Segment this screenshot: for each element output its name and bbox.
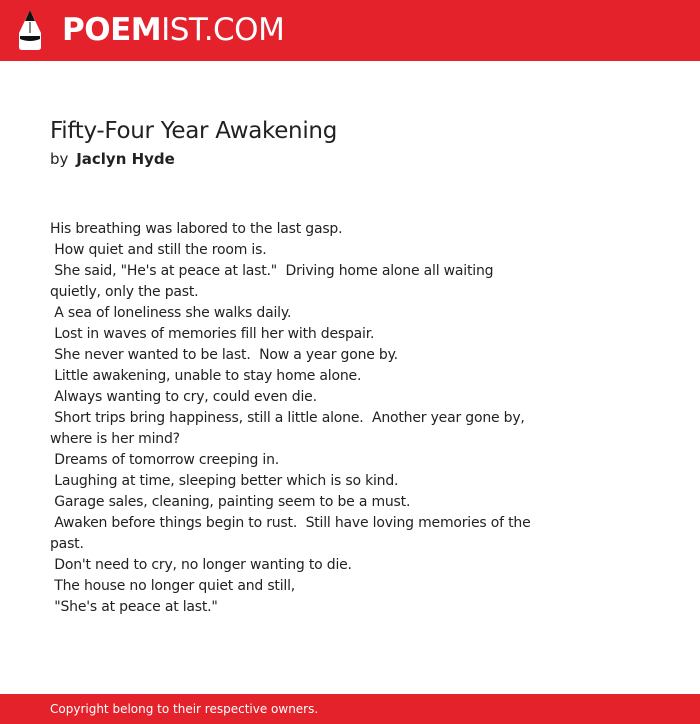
by-label: by — [50, 150, 69, 168]
poem-line: Awaken before things begin to rust. Still have loving memories of the — [50, 515, 531, 531]
poem-line: Always wanting to cry, could even die. — [50, 389, 317, 405]
poem-body — [50, 219, 540, 618]
poem-line: How quiet and still the room is. — [50, 242, 267, 258]
poem-line: Short trips bring happiness, still a little alone. Another year gone by, — [50, 410, 525, 426]
poem-title: Fifty-Four Year Awakening — [50, 118, 337, 144]
site-logo[interactable] — [62, 12, 284, 48]
poem-line: A sea of loneliness she walks daily. — [50, 305, 292, 321]
poem-line: The house no longer quiet and still, — [50, 578, 296, 594]
poem-line: Lost in waves of memories fill her with despair. — [50, 326, 375, 342]
poem-line: Little awakening, unable to stay home alone. — [50, 368, 362, 384]
poem-line: quietly, only the past. — [50, 284, 199, 300]
copyright-notice: Copyright belong to their respective owners. — [50, 702, 319, 716]
poem-line: Don't need to cry, no longer wanting to die. — [50, 557, 352, 573]
logo-thin-text: IST.COM — [161, 12, 285, 48]
byline — [50, 149, 175, 169]
poem-line: She never wanted to be last. Now a year gone by. — [50, 347, 398, 363]
poem-line: She said, "He's at peace at last." Driving home alone all waiting — [50, 263, 494, 279]
poem-line: His breathing was labored to the last gasp. — [50, 221, 343, 237]
logo-bold-text: POEM — [62, 12, 162, 48]
author-name: Jaclyn Hyde — [76, 150, 175, 168]
poem-line: past. — [50, 536, 84, 552]
site-footer — [0, 694, 700, 724]
poem-line: Dreams of tomorrow creeping in. — [50, 452, 280, 468]
site-header — [0, 0, 700, 61]
poem-line: Laughing at time, sleeping better which is so kind. — [50, 473, 399, 489]
poem-line: where is her mind? — [50, 431, 180, 447]
poem-line: "She's at peace at last." — [50, 599, 218, 615]
poem-line: Garage sales, cleaning, painting seem to be a must. — [50, 494, 411, 510]
pencil-icon[interactable] — [17, 9, 43, 51]
